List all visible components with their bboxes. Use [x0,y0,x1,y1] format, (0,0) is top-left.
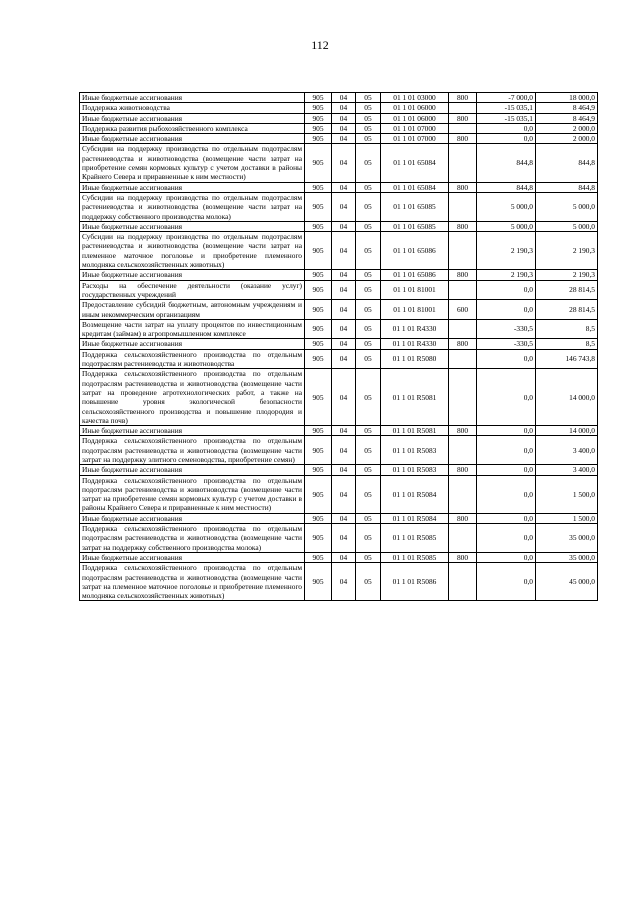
section-code: 04 [332,563,356,601]
subsection-code: 05 [356,524,381,553]
expense-type-code [449,103,477,113]
total-amount: 8,5 [536,339,598,349]
target-article-code: 01 1 01 65085 [381,192,449,221]
table-row [80,300,598,320]
subsection-code: 05 [356,182,381,192]
section-code: 04 [332,475,356,513]
subsection-code: 05 [356,300,381,320]
section-code: 04 [332,270,356,280]
expense-type-code [449,524,477,553]
change-amount: 0,0 [477,465,536,475]
section-code: 04 [332,513,356,523]
table-row [80,93,598,103]
ministry-code: 905 [305,192,332,221]
section-code: 04 [332,144,356,182]
subsection-code: 05 [356,93,381,103]
expense-type-code [449,280,477,300]
table-row [80,563,598,601]
subsection-code: 05 [356,232,381,270]
section-code: 04 [332,349,356,369]
budget-item-name: Поддержка развития рыбохозяйственного комплекса [80,123,305,133]
expense-type-code [449,144,477,182]
total-amount: 844,8 [536,182,598,192]
ministry-code: 905 [305,221,332,231]
ministry-code: 905 [305,436,332,465]
expense-type-code [449,123,477,133]
budget-item-name: Иные бюджетные ассигнования [80,339,305,349]
change-amount: 0,0 [477,552,536,562]
expense-type-code: 800 [449,93,477,103]
ministry-code: 905 [305,123,332,133]
ministry-code: 905 [305,426,332,436]
budget-item-name: Иные бюджетные ассигнования [80,552,305,562]
change-amount: 0,0 [477,349,536,369]
subsection-code: 05 [356,426,381,436]
table-row [80,513,598,523]
ministry-code: 905 [305,280,332,300]
total-amount: 2 000,0 [536,134,598,144]
budget-item-name: Иные бюджетные ассигнования [80,221,305,231]
target-article-code: 01 1 01 R5081 [381,426,449,436]
section-code: 04 [332,552,356,562]
expense-type-code: 800 [449,113,477,123]
target-article-code: 01 1 01 03000 [381,93,449,103]
target-article-code: 01 1 01 81001 [381,280,449,300]
budget-item-name: Иные бюджетные ассигнования [80,182,305,192]
change-amount: 0,0 [477,475,536,513]
table-row [80,103,598,113]
target-article-code: 01 1 01 R5085 [381,524,449,553]
section-code: 04 [332,221,356,231]
budget-item-name: Поддержка сельскохозяйственного производства по отдельным подотраслям растениеводства и животноводства (возмещение части затрат на поддержку собственного производства молока) [80,524,305,553]
table-row [80,182,598,192]
table-row [80,436,598,465]
section-code: 04 [332,369,356,426]
target-article-code: 01 1 01 65085 [381,221,449,231]
budget-item-name: Иные бюджетные ассигнования [80,134,305,144]
ministry-code: 905 [305,144,332,182]
subsection-code: 05 [356,436,381,465]
subsection-code: 05 [356,192,381,221]
budget-item-name: Поддержка животноводства [80,103,305,113]
target-article-code: 01 1 01 06000 [381,103,449,113]
target-article-code: 01 1 01 07000 [381,134,449,144]
section-code: 04 [332,426,356,436]
total-amount: 1 500,0 [536,475,598,513]
budget-item-name: Поддержка сельскохозяйственного производства по отдельным подотраслям растениеводства и животноводства (возмещение части затрат на проведение агротехнологических работ, а также на повышение уровня экологической безопасности сельскохозяйственного производства и повышение плодородия и качества почв) [80,369,305,426]
table-row [80,524,598,553]
change-amount: 2 190,3 [477,270,536,280]
total-amount: 14 000,0 [536,369,598,426]
change-amount: 0,0 [477,563,536,601]
total-amount: 146 743,8 [536,349,598,369]
subsection-code: 05 [356,123,381,133]
subsection-code: 05 [356,552,381,562]
table-row [80,349,598,369]
ministry-code: 905 [305,93,332,103]
total-amount: 844,8 [536,144,598,182]
section-code: 04 [332,280,356,300]
ministry-code: 905 [305,270,332,280]
ministry-code: 905 [305,524,332,553]
total-amount: 3 400,0 [536,465,598,475]
section-code: 04 [332,319,356,339]
table-row [80,144,598,182]
target-article-code: 01 1 01 65084 [381,182,449,192]
expense-type-code [449,319,477,339]
target-article-code: 01 1 01 65086 [381,270,449,280]
expense-type-code: 800 [449,426,477,436]
change-amount: 0,0 [477,513,536,523]
ministry-code: 905 [305,300,332,320]
section-code: 04 [332,300,356,320]
page-number: 112 [311,38,329,52]
budget-item-name: Субсидии на поддержку производства по отдельным подотраслям растениеводства и животноводства (возмещение части затрат на приобретение семян кормовых культур с учетом доставки в районы Крайнего Севера и приравненные к ним местности) [80,144,305,182]
target-article-code: 01 1 01 R5083 [381,465,449,475]
ministry-code: 905 [305,563,332,601]
budget-item-name: Иные бюджетные ассигнования [80,270,305,280]
budget-item-name: Иные бюджетные ассигнования [80,513,305,523]
target-article-code: 01 1 01 81001 [381,300,449,320]
change-amount: 0,0 [477,123,536,133]
subsection-code: 05 [356,339,381,349]
change-amount: 0,0 [477,524,536,553]
total-amount: 2 190,3 [536,232,598,270]
section-code: 04 [332,103,356,113]
ministry-code: 905 [305,113,332,123]
total-amount: 8 464,9 [536,103,598,113]
expense-type-code [449,475,477,513]
total-amount: 1 500,0 [536,513,598,523]
subsection-code: 05 [356,221,381,231]
section-code: 04 [332,113,356,123]
target-article-code: 01 1 01 65084 [381,144,449,182]
target-article-code: 01 1 01 R5084 [381,475,449,513]
target-article-code: 01 1 01 R4330 [381,319,449,339]
total-amount: 8 464,9 [536,113,598,123]
table-row [80,319,598,339]
expense-type-code [449,192,477,221]
budget-item-name: Поддержка сельскохозяйственного производства по отдельным подотраслям растениеводства и животноводства (возмещение части затрат на поддержку элитного семеноводства, приобретение семян) [80,436,305,465]
section-code: 04 [332,123,356,133]
expense-type-code [449,369,477,426]
target-article-code: 01 1 01 07000 [381,123,449,133]
table-row [80,552,598,562]
total-amount: 3 400,0 [536,436,598,465]
budget-item-name: Субсидии на поддержку производства по отдельным подотраслям растениеводства и животноводства (возмещение части затрат на поддержку собственного производства молока) [80,192,305,221]
subsection-code: 05 [356,349,381,369]
target-article-code: 01 1 01 R5084 [381,513,449,523]
subsection-code: 05 [356,513,381,523]
table-body [80,93,598,601]
table-row [80,123,598,133]
change-amount: 0,0 [477,280,536,300]
subsection-code: 05 [356,113,381,123]
subsection-code: 05 [356,319,381,339]
target-article-code: 01 1 01 R5086 [381,563,449,601]
expense-type-code [449,436,477,465]
change-amount: -330,5 [477,319,536,339]
change-amount: 5 000,0 [477,192,536,221]
section-code: 04 [332,339,356,349]
budget-item-name: Возмещение части затрат на уплату процентов по инвестиционным кредитам (займам) в агропромышленном комплексе [80,319,305,339]
ministry-code: 905 [305,182,332,192]
ministry-code: 905 [305,339,332,349]
budget-item-name: Иные бюджетные ассигнования [80,113,305,123]
total-amount: 35 000,0 [536,552,598,562]
budget-item-name: Иные бюджетные ассигнования [80,465,305,475]
total-amount: 5 000,0 [536,221,598,231]
table-row [80,465,598,475]
budget-item-name: Поддержка сельскохозяйственного производства по отдельным подотраслям растениеводства и животноводства (возмещение части затрат на племенное маточное поголовье и приобретение племенного молодняка сельскохозяйственных животных) [80,563,305,601]
total-amount: 5 000,0 [536,192,598,221]
ministry-code: 905 [305,232,332,270]
total-amount: 35 000,0 [536,524,598,553]
expense-type-code: 800 [449,552,477,562]
target-article-code: 01 1 01 R5085 [381,552,449,562]
section-code: 04 [332,436,356,465]
ministry-code: 905 [305,349,332,369]
subsection-code: 05 [356,144,381,182]
subsection-code: 05 [356,280,381,300]
subsection-code: 05 [356,475,381,513]
total-amount: 45 000,0 [536,563,598,601]
table-row [80,369,598,426]
ministry-code: 905 [305,475,332,513]
subsection-code: 05 [356,270,381,280]
total-amount: 8,5 [536,319,598,339]
ministry-code: 905 [305,319,332,339]
ministry-code: 905 [305,134,332,144]
change-amount: -330,5 [477,339,536,349]
table-row [80,113,598,123]
section-code: 04 [332,465,356,475]
change-amount: 0,0 [477,300,536,320]
subsection-code: 05 [356,465,381,475]
target-article-code: 01 1 01 R5080 [381,349,449,369]
total-amount: 2 000,0 [536,123,598,133]
table-row [80,475,598,513]
table-row [80,232,598,270]
table-row [80,339,598,349]
total-amount: 18 000,0 [536,93,598,103]
ministry-code: 905 [305,552,332,562]
section-code: 04 [332,182,356,192]
total-amount: 28 814,5 [536,300,598,320]
change-amount: 0,0 [477,436,536,465]
expense-type-code [449,232,477,270]
table-row [80,280,598,300]
table-row [80,134,598,144]
expense-type-code: 800 [449,270,477,280]
budget-item-name: Предоставление субсидий бюджетным, автономным учреждениям и иным некоммерческим организациям [80,300,305,320]
section-code: 04 [332,524,356,553]
target-article-code: 01 1 01 06000 [381,113,449,123]
expense-type-code: 800 [449,182,477,192]
change-amount: -15 035,1 [477,113,536,123]
ministry-code: 905 [305,465,332,475]
total-amount: 28 814,5 [536,280,598,300]
budget-item-name: Расходы на обеспечение деятельности (оказание услуг) государственных учреждений [80,280,305,300]
table-row [80,270,598,280]
change-amount: 2 190,3 [477,232,536,270]
target-article-code: 01 1 01 65086 [381,232,449,270]
total-amount: 2 190,3 [536,270,598,280]
table-row [80,426,598,436]
budget-item-name: Иные бюджетные ассигнования [80,93,305,103]
change-amount: 0,0 [477,426,536,436]
ministry-code: 905 [305,103,332,113]
table-row [80,221,598,231]
subsection-code: 05 [356,369,381,426]
section-code: 04 [332,134,356,144]
target-article-code: 01 1 01 R4330 [381,339,449,349]
expense-type-code [449,349,477,369]
change-amount: 5 000,0 [477,221,536,231]
budget-table [79,92,598,601]
budget-item-name: Субсидии на поддержку производства по отдельным подотраслям растениеводства и животноводства (возмещение части затрат на племенное маточное поголовье и приобретение племенного молодняка сельскохозяйственных животных) [80,232,305,270]
section-code: 04 [332,93,356,103]
change-amount: -7 000,0 [477,93,536,103]
expense-type-code: 600 [449,300,477,320]
total-amount: 14 000,0 [536,426,598,436]
subsection-code: 05 [356,134,381,144]
ministry-code: 905 [305,369,332,426]
target-article-code: 01 1 01 R5081 [381,369,449,426]
change-amount: 0,0 [477,369,536,426]
change-amount: 0,0 [477,134,536,144]
budget-item-name: Иные бюджетные ассигнования [80,426,305,436]
expense-type-code: 800 [449,465,477,475]
table-row [80,192,598,221]
budget-item-name: Поддержка сельскохозяйственного производства по отдельным подотраслям растениеводства и животноводства (возмещение части затрат на приобретение семян кормовых культур с учетом доставки в районы Крайнего Севера и приравненные к ним местности) [80,475,305,513]
change-amount: -15 035,1 [477,103,536,113]
change-amount: 844,8 [477,144,536,182]
subsection-code: 05 [356,563,381,601]
expense-type-code: 800 [449,134,477,144]
ministry-code: 905 [305,513,332,523]
subsection-code: 05 [356,103,381,113]
change-amount: 844,8 [477,182,536,192]
expense-type-code: 800 [449,339,477,349]
section-code: 04 [332,192,356,221]
expense-type-code [449,563,477,601]
expense-type-code: 800 [449,513,477,523]
target-article-code: 01 1 01 R5083 [381,436,449,465]
budget-item-name: Поддержка сельскохозяйственного производства по отдельным подотраслям растениеводства и животноводства [80,349,305,369]
section-code: 04 [332,232,356,270]
expense-type-code: 800 [449,221,477,231]
